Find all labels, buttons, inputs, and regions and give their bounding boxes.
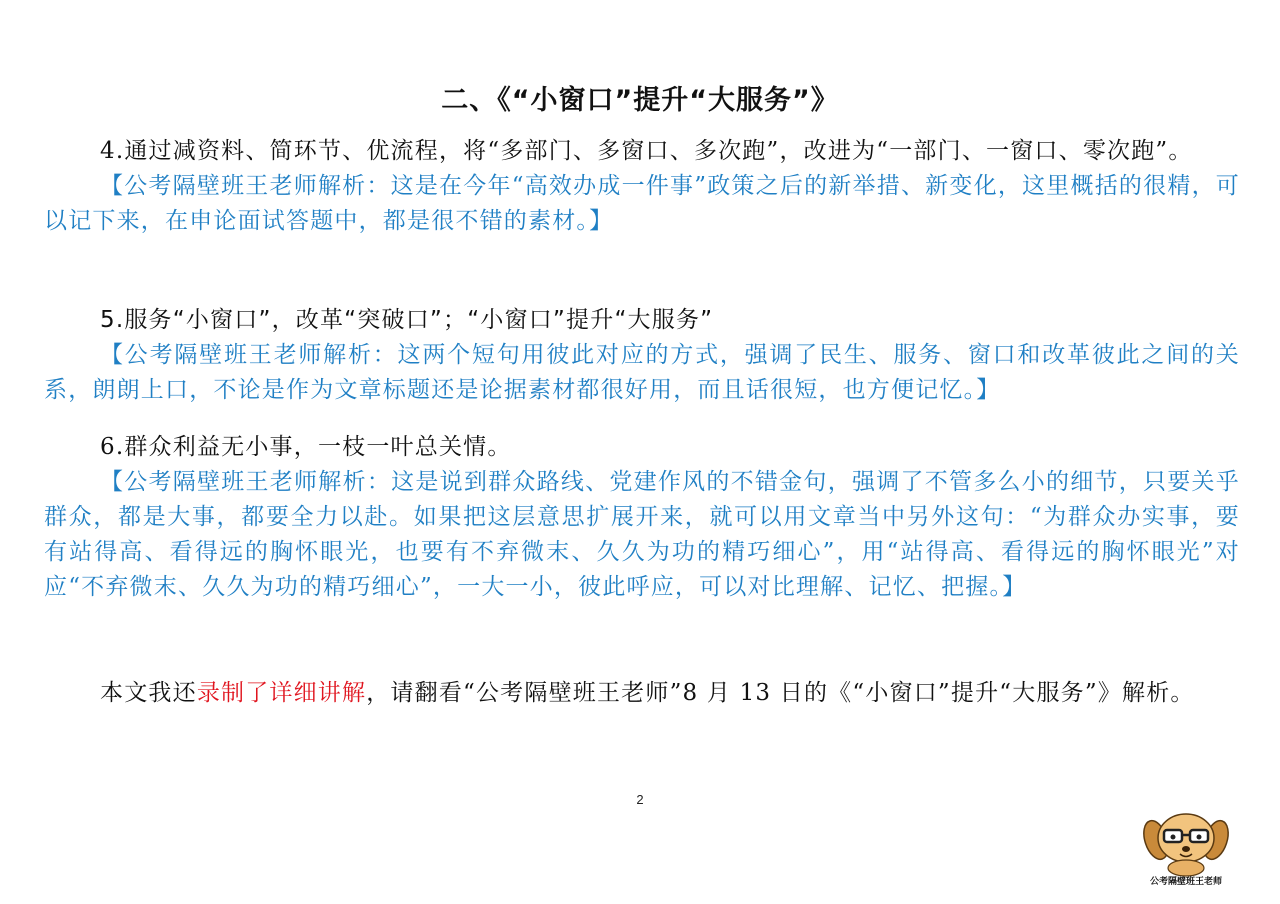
- closing-text-start: 本文我还: [100, 680, 197, 706]
- item-5-note: 【公考隔壁班王老师解析：这两个短句用彼此对应的方式，强调了民生、服务、窗口和改革彼此之间的关系，朗朗上口，不论是作为文章标题还是论据素材都很好用，而且话很短，也方便记忆。】: [44, 342, 1240, 403]
- closing-paragraph: [44, 676, 1240, 711]
- item-4-note: 【公考隔壁班王老师解析：这是在今年“高效办成一件事”政策之后的新举措、新变化，这里概括的很精，可以记下来，在申论面试答题中，都是很不错的素材。】: [44, 173, 1240, 234]
- item-5-text: 5.服务“小窗口”，改革“突破口”；“小窗口”提升“大服务”: [100, 307, 714, 333]
- page-number: 2: [636, 792, 644, 807]
- item-6-note: 【公考隔壁班王老师解析：这是说到群众路线、党建作风的不错金句，强调了不管多么小的细节，只要关乎群众，都是大事，都要全力以赴。如果把这层意思扩展开来，就可以用文章当中另外这句：“为群众办实事，要有站得高、看得远的胸怀眼光，也要有不弃微末、久久为功的精巧细心”，用“站得高、看得远的胸怀眼光”对应“不弃微末、久久为功的精巧细心”，一大一小，彼此呼应，可以对比理解、记忆、把握。】: [44, 469, 1240, 600]
- page-title: 二、《“小窗口”提升“大服务”》: [441, 85, 839, 116]
- item-4: [44, 134, 1240, 239]
- item-4-text: 4.通过减资料、简环节、优流程，将“多部门、多窗口、多次跑”，改进为“一部门、一窗口、零次跑”。: [100, 138, 1193, 164]
- item-5: [44, 303, 1240, 408]
- closing-text-end: ，请翻看“公考隔壁班王老师”8 月 13 日的《“小窗口”提升“大服务”》解析。: [366, 680, 1195, 706]
- item-6: [44, 430, 1240, 605]
- item-6-text: 6.群众利益无小事，一枝一叶总关情。: [100, 434, 512, 460]
- closing-highlight: 录制了详细讲解: [196, 680, 367, 706]
- logo-caption: 公考隔壁班王老师: [1149, 877, 1222, 887]
